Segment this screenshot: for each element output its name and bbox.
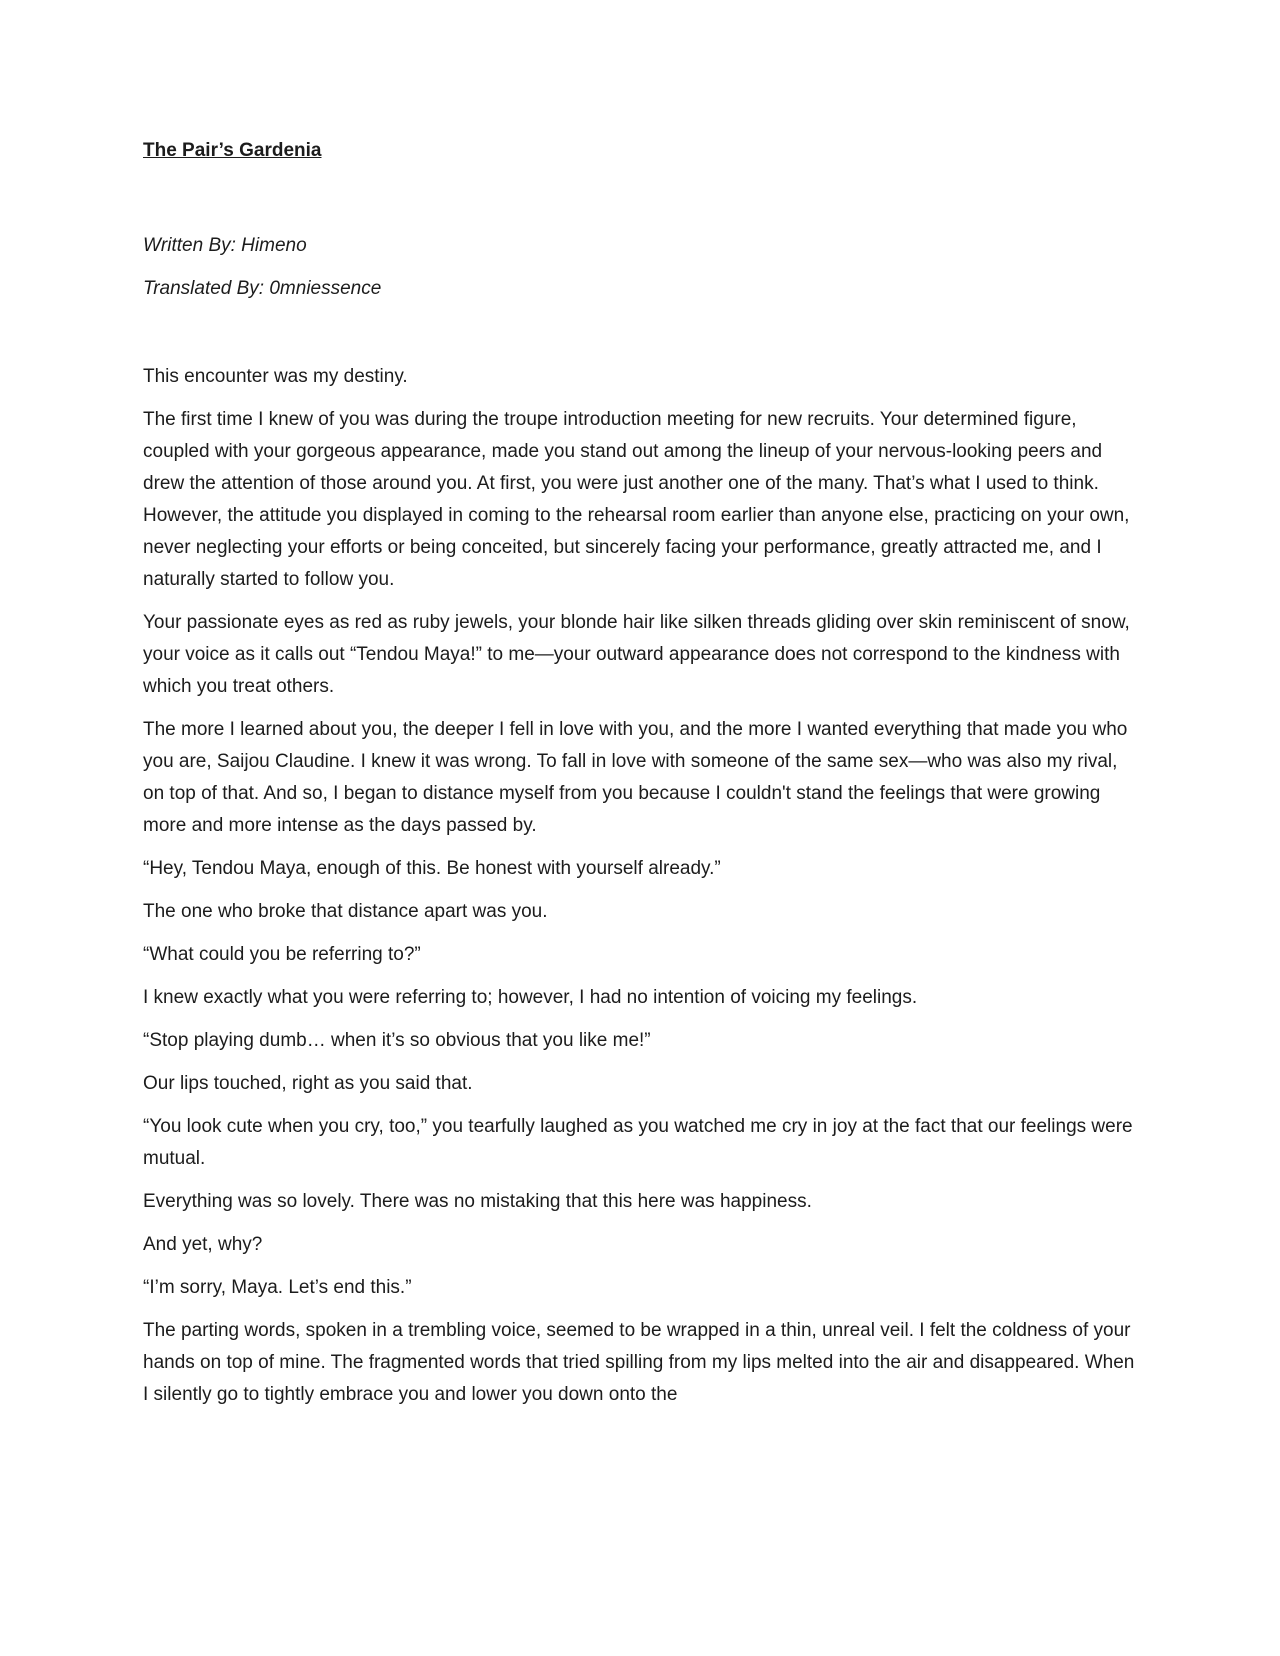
paragraph: Everything was so lovely. There was no mistaking that this here was happiness. — [143, 1191, 812, 1212]
paragraph: Our lips touched, right as you said that. — [143, 1073, 473, 1094]
author-line: Written By: Himeno — [143, 235, 307, 256]
paragraph: The one who broke that distance apart was you. — [143, 901, 548, 922]
paragraph: Your passionate eyes as red as ruby jewels, your blonde hair like silken threads gliding over skin reminiscent of snow, your voice as it calls out “Tendou Maya!” to me—your outward appearance does not correspond to the kindness with which you treat others. — [143, 612, 1130, 697]
paragraph: The parting words, spoken in a trembling voice, seemed to be wrapped in a thin, unreal veil. I felt the coldness of your hands on top of mine. The fragmented words that tried spilling from my lips melted into the air and disappeared. When I silently go to tightly embrace you and lower you down onto the — [143, 1320, 1135, 1405]
paragraph: “You look cute when you cry, too,” you tearfully laughed as you watched me cry in joy at the fact that our feelings were mutual. — [143, 1116, 1133, 1169]
paragraph: “I’m sorry, Maya. Let’s end this.” — [143, 1277, 412, 1298]
paragraph: “What could you be referring to?” — [143, 944, 421, 965]
byline-block — [143, 230, 1137, 305]
document-title: The Pair’s Gardenia — [143, 140, 322, 161]
paragraph: I knew exactly what you were referring to; however, I had no intention of voicing my feelings. — [143, 987, 918, 1008]
document-body — [143, 361, 1137, 1411]
translator-line: Translated By: 0mniessence — [143, 278, 382, 299]
paragraph: The first time I knew of you was during the troupe introduction meeting for new recruits. Your determined figure, coupled with your gorgeous appearance, made you stand out among the lineup of your nervous-looking peers and drew the attention of those around you. At first, you were just another one of the many. That’s what I used to think. However, the attitude you displayed in coming to the rehearsal room earlier than anyone else, practicing on your own, never neglecting your efforts or being conceited, but sincerely facing your performance, greatly attracted me, and I naturally started to follow you. — [143, 409, 1130, 590]
paragraph: “Stop playing dumb… when it’s so obvious that you like me!” — [143, 1030, 651, 1051]
paragraph: And yet, why? — [143, 1234, 263, 1255]
paragraph: This encounter was my destiny. — [143, 366, 408, 387]
paragraph: The more I learned about you, the deeper I fell in love with you, and the more I wanted everything that made you who you are, Saijou Claudine. I knew it was wrong. To fall in love with someone of the same sex—who was also my rival, on top of that. And so, I began to distance myself from you because I couldn't stand the feelings that were growing more and more intense as the days passed by. — [143, 719, 1128, 836]
paragraph: “Hey, Tendou Maya, enough of this. Be honest with yourself already.” — [143, 858, 721, 879]
